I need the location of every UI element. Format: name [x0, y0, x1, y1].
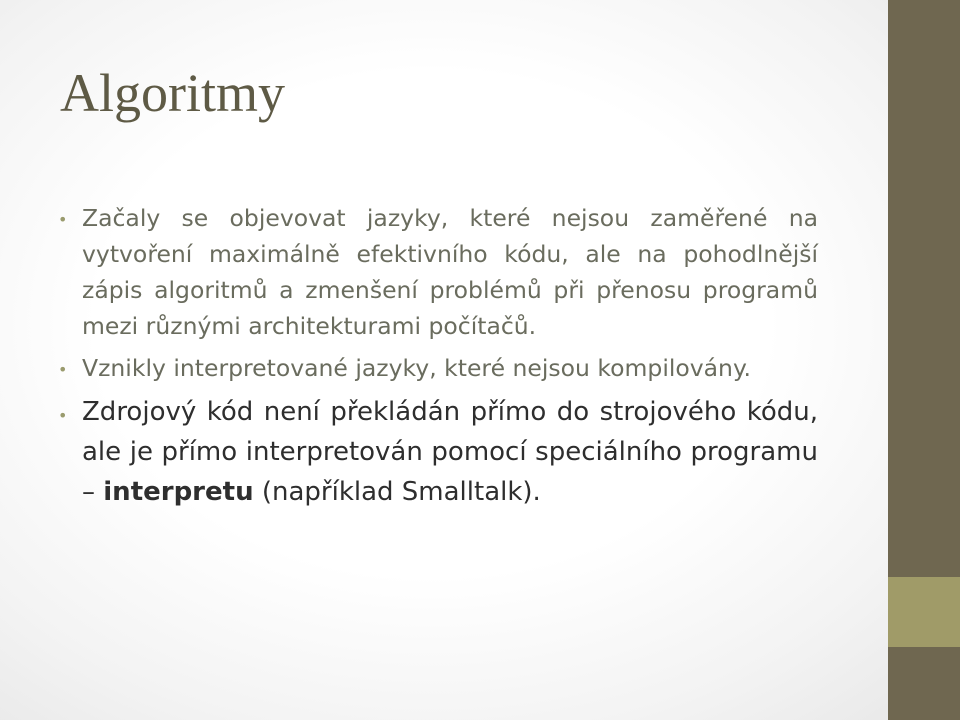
bullet-text-after: (například Smalltalk). [253, 477, 541, 507]
bullet-item [58, 392, 818, 512]
slide-title: Algoritmy [60, 63, 285, 123]
bullet-emphasis: interpretu [103, 477, 254, 507]
bullet-item [58, 350, 818, 386]
bullet-text-before: Zdrojový kód není překládán přímo do strojového kódu, ale je přímo interpretován pomocí speciálního programu – [82, 397, 818, 507]
bullet-text: Začaly se objevovat jazyky, které nejsou zaměřené na vytvoření maximálně efektivního kódu, ale na pohodlnější zápis algoritmů a zmenšení problémů při přenosu programů mezi různými architekturami počítačů. [82, 204, 818, 340]
slide-content [58, 200, 818, 512]
slide-sidebar-accent [888, 577, 960, 647]
bullet-text: Vznikly interpretované jazyky, které nejsou kompilovány. [82, 354, 751, 382]
bullet-item [58, 200, 818, 344]
